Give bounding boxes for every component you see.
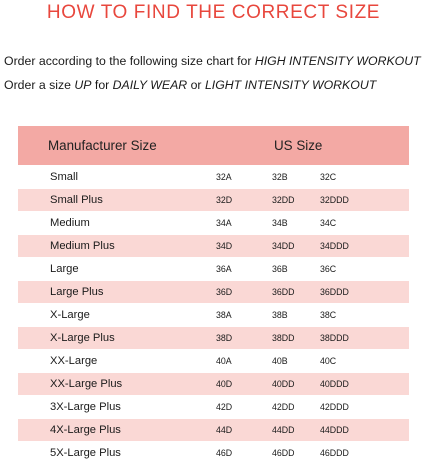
us-size-cell: 38DDD [316, 327, 409, 350]
us-size-cell: 40DD [272, 373, 316, 396]
instruction-emphasis: UP [74, 78, 92, 92]
us-size-cell: 32DD [272, 189, 316, 212]
us-size-cell: 46DD [272, 442, 316, 465]
table-row [18, 281, 409, 304]
table-row [18, 442, 409, 465]
us-size-cell: 36DD [272, 281, 316, 304]
us-size-cell: 36DDD [316, 281, 409, 304]
manufacturer-size-cell: X-Large [18, 304, 214, 327]
instruction-size-up [4, 78, 376, 92]
us-size-cell: 40D [214, 373, 272, 396]
us-size-cell: 34D [214, 235, 272, 258]
instruction-emphasis: HIGH INTENSITY WORKOUT [254, 54, 421, 68]
us-size-cell: 36C [316, 258, 409, 281]
instruction-emphasis: LIGHT INTENSITY WORKOUT [204, 78, 377, 92]
manufacturer-size-cell: Small [18, 166, 214, 189]
table-row [18, 212, 409, 235]
manufacturer-size-cell: Large [18, 258, 214, 281]
manufacturer-size-cell: 4X-Large Plus [18, 419, 214, 442]
us-size-cell: 32A [214, 166, 272, 189]
us-size-cell: 40A [214, 350, 272, 373]
size-chart-table [18, 126, 409, 465]
us-size-cell: 40DDD [316, 373, 409, 396]
us-size-cell: 38A [214, 304, 272, 327]
us-size-cell: 42DD [272, 396, 316, 419]
us-size-cell: 46D [214, 442, 272, 465]
us-size-cell: 44D [214, 419, 272, 442]
table-row [18, 189, 409, 212]
table-row [18, 396, 409, 419]
manufacturer-size-cell: XX-Large Plus [18, 373, 214, 396]
us-size-cell: 38B [272, 304, 316, 327]
instruction-text: Order a size [4, 78, 75, 92]
us-size-cell: 32DDD [316, 189, 409, 212]
us-size-cell: 38C [316, 304, 409, 327]
us-size-cell: 34C [316, 212, 409, 235]
manufacturer-size-cell: XX-Large [18, 350, 214, 373]
manufacturer-size-cell: 5X-Large Plus [18, 442, 214, 465]
us-size-cell: 36B [272, 258, 316, 281]
us-size-cell: 42D [214, 396, 272, 419]
instruction-text: Order according to the following size chart for [4, 54, 255, 68]
us-size-cell: 36A [214, 258, 272, 281]
us-size-cell: 34A [214, 212, 272, 235]
table-row [18, 373, 409, 396]
manufacturer-size-cell: Medium [18, 212, 214, 235]
us-size-cell: 40B [272, 350, 316, 373]
us-size-cell: 42DDD [316, 396, 409, 419]
header-us-size: US Size [214, 126, 409, 166]
us-size-cell: 34DD [272, 235, 316, 258]
table-header-row [18, 126, 409, 166]
us-size-cell: 32B [272, 166, 316, 189]
instruction-text: for [91, 78, 113, 92]
us-size-cell: 38DD [272, 327, 316, 350]
instruction-text: or [187, 78, 205, 92]
table-row [18, 304, 409, 327]
instruction-high-intensity [4, 54, 421, 68]
us-size-cell: 34DDD [316, 235, 409, 258]
table-row [18, 235, 409, 258]
manufacturer-size-cell: Medium Plus [18, 235, 214, 258]
manufacturer-size-cell: Small Plus [18, 189, 214, 212]
header-manufacturer-size: Manufacturer Size [18, 126, 214, 166]
us-size-cell: 36D [214, 281, 272, 304]
table-row [18, 350, 409, 373]
manufacturer-size-cell: X-Large Plus [18, 327, 214, 350]
us-size-cell: 46DDD [316, 442, 409, 465]
page-title: HOW TO FIND THE CORRECT SIZE [46, 2, 381, 23]
us-size-cell: 40C [316, 350, 409, 373]
table-row [18, 419, 409, 442]
table-row [18, 327, 409, 350]
size-rows [18, 166, 409, 465]
table-row [18, 166, 409, 189]
table-row [18, 258, 409, 281]
us-size-cell: 32C [316, 166, 409, 189]
instruction-emphasis: DAILY WEAR [112, 78, 188, 92]
us-size-cell: 32D [214, 189, 272, 212]
us-size-cell: 34B [272, 212, 316, 235]
manufacturer-size-cell: 3X-Large Plus [18, 396, 214, 419]
manufacturer-size-cell: Large Plus [18, 281, 214, 304]
us-size-cell: 44DD [272, 419, 316, 442]
us-size-cell: 44DDD [316, 419, 409, 442]
us-size-cell: 38D [214, 327, 272, 350]
